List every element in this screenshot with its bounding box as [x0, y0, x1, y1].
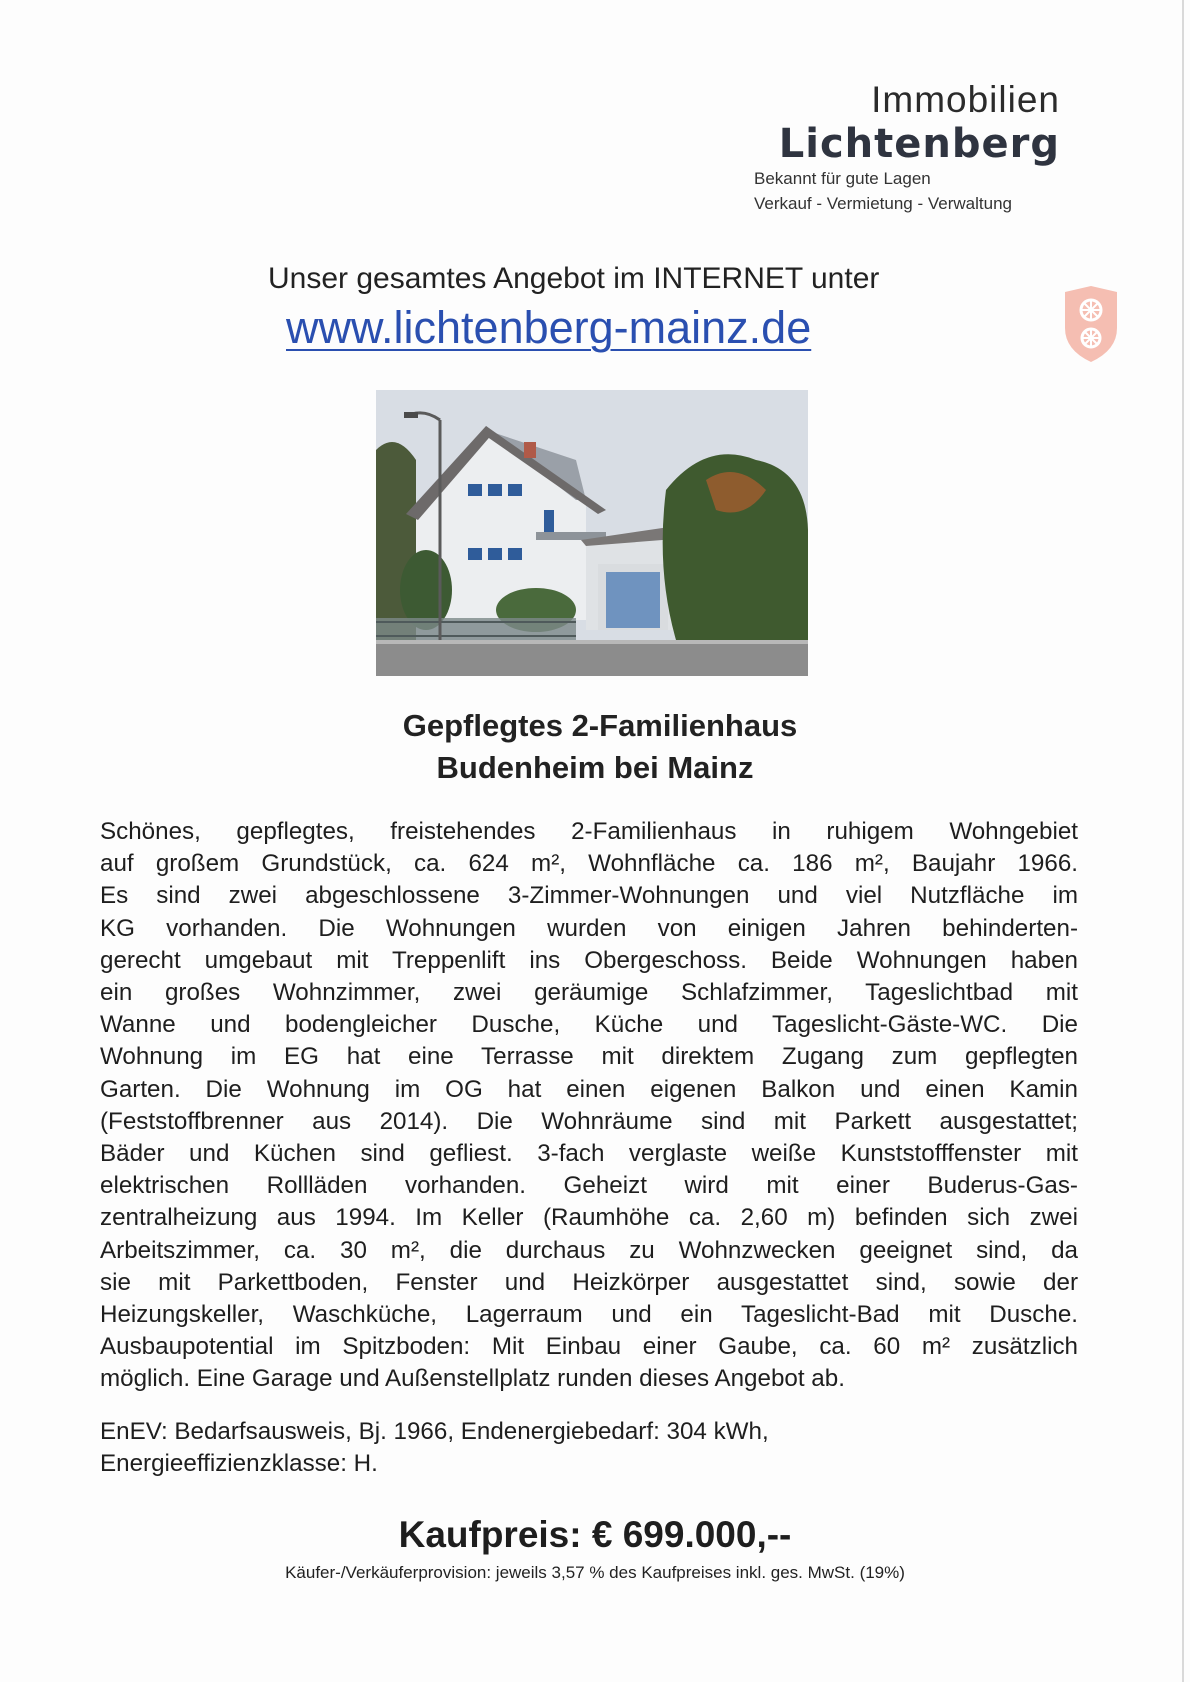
description-line: Ausbaupotential im Spitzboden: Mit Einbau einer Gaube, ca. 60 m² zusätzlich: [100, 1333, 1078, 1361]
listing-title: [0, 705, 1190, 789]
energy-class: Energieeffizienzklasse: H.: [100, 1450, 378, 1478]
description-line: auf großem Grundstück, ca. 624 m², Wohnfläche ca. 186 m², Baujahr 1966.: [100, 850, 1078, 878]
description-line: Wohnung im EG hat eine Terrasse mit direktem Zugang zum gepflegten: [100, 1043, 1078, 1071]
scan-edge: [1182, 0, 1184, 1682]
commission-note: Käufer-/Verkäuferprovision: jeweils 3,57 % des Kaufpreises inkl. ges. MwSt. (19%): [285, 1563, 905, 1582]
logo-tagline: Bekannt für gute Lagen: [754, 169, 931, 188]
logo-immobilien: Immobilien: [871, 79, 1060, 120]
description-line: gerecht umgebaut mit Treppenlift ins Obergeschoss. Beide Wohnungen haben: [100, 946, 1078, 974]
energy-certificate: [100, 1416, 1078, 1480]
internet-line: Unser gesamtes Angebot im INTERNET unter: [268, 262, 880, 295]
description-line: Garten. Die Wohnung im OG hat einen eigenen Balkon und einen Kamin: [100, 1075, 1078, 1103]
logo-services: Verkauf - Vermietung - Verwaltung: [754, 194, 1012, 213]
description-line: Heizungskeller, Waschküche, Lagerraum und ein Tageslicht-Bad mit Dusche.: [100, 1301, 1078, 1329]
description-line: elektrischen Rollläden vorhanden. Geheizt wird mit einer Buderus-Gas-: [100, 1172, 1078, 1200]
title-location: Budenheim bei Mainz: [436, 750, 754, 785]
website-link[interactable]: www.lichtenberg-mainz.de: [286, 302, 812, 353]
description-line: Schönes, gepflegtes, freistehendes 2-Familienhaus in ruhigem Wohngebiet: [100, 818, 1078, 845]
enev-line: EnEV: Bedarfsausweis, Bj. 1966, Endenergiebedarf: 304 kWh,: [100, 1418, 769, 1445]
description-line: möglich. Eine Garage und Außenstellplatz runden dieses Angebot ab.: [100, 1365, 845, 1393]
company-logo: [700, 80, 1060, 216]
description-line: ein großes Wohnzimmer, zwei geräumige Schlafzimmer, Tageslichtbad mit: [100, 979, 1078, 1007]
house-photo: [376, 390, 808, 676]
description-line: sie mit Parkettboden, Fenster und Heizkörper ausgestattet sind, sowie der: [100, 1268, 1078, 1296]
logo-lichtenberg: Lichtenberg: [778, 121, 1060, 167]
description-line: Wanne und bodengleicher Dusche, Küche und Tageslicht-Gäste-WC. Die: [100, 1011, 1078, 1039]
property-description: [100, 816, 1078, 1396]
description-line: Es sind zwei abgeschlossene 3-Zimmer-Wohnungen und viel Nutzfläche im: [100, 882, 1078, 910]
description-line: KG vorhanden. Die Wohnungen wurden von einigen Jahren behinderten-: [100, 914, 1078, 942]
purchase-price: Kaufpreis: € 699.000,--: [398, 1514, 792, 1555]
description-line: Arbeitszimmer, ca. 30 m², die durchaus zu Wohnzwecken geeignet sind, da: [100, 1236, 1078, 1264]
mainz-wheel-crest-icon: [1063, 284, 1119, 364]
title-property-type: Gepflegtes 2-Familienhaus: [402, 708, 798, 743]
description-line: Bäder und Küchen sind gefliest. 3-fach verglaste weiße Kunststofffenster mit: [100, 1140, 1078, 1168]
description-line: zentralheizung aus 1994. Im Keller (Raumhöhe ca. 2,60 m) befinden sich zwei: [100, 1204, 1078, 1232]
description-line: (Feststoffbrenner aus 2014). Die Wohnräume sind mit Parkett ausgestattet;: [100, 1107, 1078, 1135]
